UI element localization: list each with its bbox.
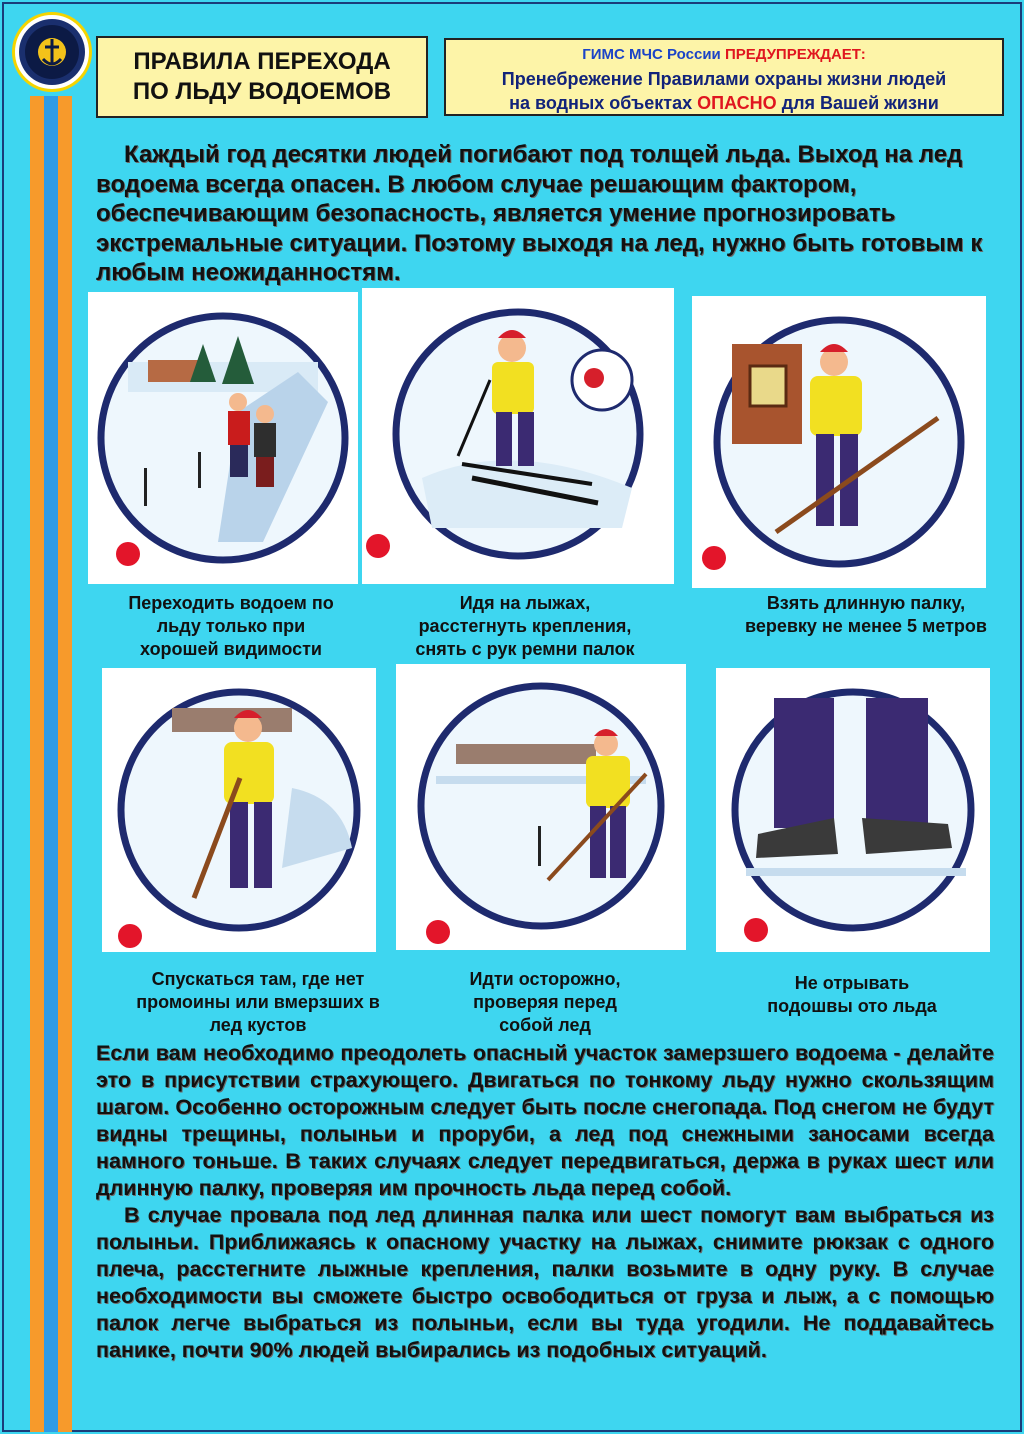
intro-text	[96, 140, 996, 288]
body-text	[96, 1040, 994, 1364]
skier-icon	[362, 288, 674, 584]
warning-line-3b: для Вашей жизни	[781, 93, 939, 113]
warning-org: ГИМС МЧС России	[582, 46, 721, 63]
page-title: ПРАВИЛА ПЕРЕХОДА ПО ЛЬДУ ВОДОЕМОВ	[132, 48, 392, 105]
boy-testing-ice-icon	[396, 664, 686, 950]
rule-caption-2: Идя на лыжах, расстегнуть крепления, снять с рук ремни палок	[415, 593, 635, 659]
warning-line-3a: на водных объектах	[509, 93, 693, 113]
warning-box	[444, 38, 1004, 116]
rule-caption-3: Взять длинную палку, веревку не менее 5 метров	[744, 593, 987, 636]
warning-line-2: Пренебрежение Правилами охраны жизни людей	[501, 69, 947, 89]
feet-sliding-icon	[716, 668, 990, 952]
rule-caption-5: Идти осторожно, проверяя перед собой лед	[469, 969, 621, 1035]
people-walking-on-ice-icon	[88, 292, 358, 584]
intro-paragraph: Каждый год десятки людей погибают под толщей льда. Выход на лед водоема всегда опасен. В любом случае решающим фактором, обеспечивающим безопасность, является умение прогнозировать экстремальные ситуации. Поэтому выходя на лед, нужно быть готовым к любым неожиданностям.	[96, 141, 983, 286]
body-paragraph-2: В случае провала под лед длинная палка или шест помогут вам выбраться из полыньи. Приближаясь к опасному участку на лыжах, снимите рюкзак с одного плеча, расстегните лыжные крепления, палки возьмите в одну руку. В случае необходимости вы сможете быстро освободиться от груза и лыж, а с помощью палок легче выбраться из полыньи, если вы туда угодили. Не поддавайтесь панике, почти 90% людей выбирались из подобных ситуаций.	[96, 1203, 994, 1362]
warning-verb: ПРЕДУПРЕЖДАЕТ:	[724, 46, 866, 63]
rule-caption-6: Не отрывать подошвы ото льда	[767, 973, 937, 1016]
rule-caption-4: Спускаться там, где нет промоины или вмерзших в лед кустов	[136, 969, 380, 1035]
rule-caption-1: Переходить водоем по льду только при хорошей видимости	[128, 593, 334, 659]
side-stripes	[30, 96, 80, 1432]
warning-danger: ОПАСНО	[697, 93, 777, 113]
boy-descending-icon	[102, 668, 376, 952]
gims-emblem-icon	[12, 12, 92, 92]
title-box	[96, 36, 428, 118]
body-paragraph-1: Если вам необходимо преодолеть опасный участок замерзшего водоема - делайте это в присутствии страхующего. Двигаться по тонкому льду нужно скользящим шагом. Особенно осторожным следует быть после снегопада. Под снегом не будут видны трещины, полыньи и проруби, а лед под снежными заносами всегда намного тоньше. В таких случаях следует передвигаться, держа в руках шест или длинную палку, проверяя им прочность льда перед собой.	[96, 1041, 994, 1200]
boy-with-stick-icon	[692, 296, 986, 588]
